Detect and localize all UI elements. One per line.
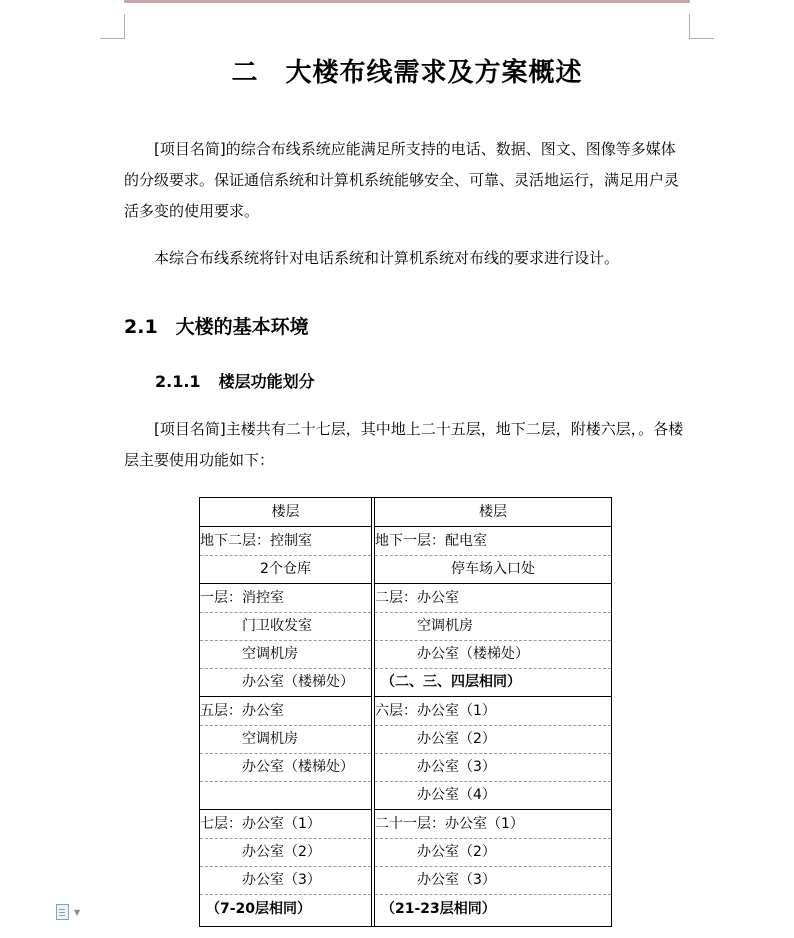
caret-down-icon[interactable]: ▼ bbox=[74, 908, 81, 917]
table-cell: 六层：办公室（1） bbox=[375, 697, 611, 726]
crop-mark-right bbox=[689, 14, 714, 39]
table-cell: 办公室（楼梯处） bbox=[200, 753, 371, 782]
table-cell: 2个仓库 bbox=[200, 555, 371, 584]
floor-paragraph: [项目名简]主楼共有二十七层，其中地上二十五层，地下二层，附楼六层，。各楼层主要使用功能如下： bbox=[124, 420, 684, 469]
table-cell: （7-20层相同） bbox=[206, 901, 312, 917]
chapter-title: 二 大楼布线需求及方案概述 bbox=[231, 58, 583, 88]
design-paragraph: 本综合布线系统将针对电话系统和计算机系统对布线的要求进行设计。 bbox=[154, 249, 620, 267]
table-cell: 二层：办公室 bbox=[375, 584, 611, 613]
table-cell: 办公室（楼梯处） bbox=[200, 668, 371, 697]
crop-mark-left bbox=[100, 14, 125, 39]
table-cell: 停车场入口处 bbox=[375, 555, 611, 584]
subsection-title: 楼层功能划分 bbox=[218, 372, 315, 391]
intro-paragraph: [项目名简]的综合布线系统应能满足所支持的电话、数据、图文、图像等多媒体的分级要求。保证通信系统和计算机系统能够安全、可靠、灵活地运行，满足用户灵活多变的使用要求。 bbox=[124, 140, 680, 220]
table-cell: 五层：办公室 bbox=[200, 697, 371, 726]
table-column-right bbox=[374, 498, 611, 926]
table-cell: 办公室（3） bbox=[200, 866, 371, 895]
table-cell: 办公室（2） bbox=[375, 838, 611, 867]
table-cell: 门卫收发室 bbox=[200, 612, 371, 641]
subsection-number: 2.1.1 bbox=[155, 372, 201, 391]
table-cell: 办公室（3） bbox=[375, 866, 611, 895]
page-top-border bbox=[124, 0, 690, 3]
table-cell: 地下一层：配电室 bbox=[375, 527, 611, 556]
table-column-left bbox=[200, 498, 372, 926]
table-header-left: 楼层 bbox=[200, 498, 371, 527]
table-cell: 办公室（4） bbox=[375, 781, 611, 810]
section-heading bbox=[124, 312, 309, 339]
table-cell: （二、三、四层相同） bbox=[375, 668, 611, 697]
table-cell: 地下二层：控制室 bbox=[200, 527, 371, 556]
table-cell: 一层：消控室 bbox=[200, 584, 371, 613]
table-cell: 办公室（3） bbox=[375, 753, 611, 782]
subsection-heading bbox=[155, 369, 315, 392]
floor-function-table bbox=[199, 497, 612, 927]
table-cell: 七层：办公室（1） bbox=[200, 810, 371, 839]
table-cell: 空调机房 bbox=[375, 612, 611, 641]
table-cell: 空调机房 bbox=[200, 640, 371, 669]
table-cell: （21-23层相同） bbox=[381, 901, 496, 917]
section-title: 大楼的基本环境 bbox=[175, 316, 309, 338]
table-cell: 办公室（2） bbox=[200, 838, 371, 867]
table-cell: 空调机房 bbox=[200, 725, 371, 754]
document-icon[interactable] bbox=[56, 904, 69, 920]
section-number: 2.1 bbox=[124, 316, 158, 338]
table-cell: 二十一层：办公室（1） bbox=[375, 810, 611, 839]
table-cell: 办公室（2） bbox=[375, 725, 611, 754]
table-cell: 办公室（楼梯处） bbox=[375, 640, 611, 669]
table-cell bbox=[200, 781, 371, 810]
table-header-right: 楼层 bbox=[375, 498, 611, 527]
